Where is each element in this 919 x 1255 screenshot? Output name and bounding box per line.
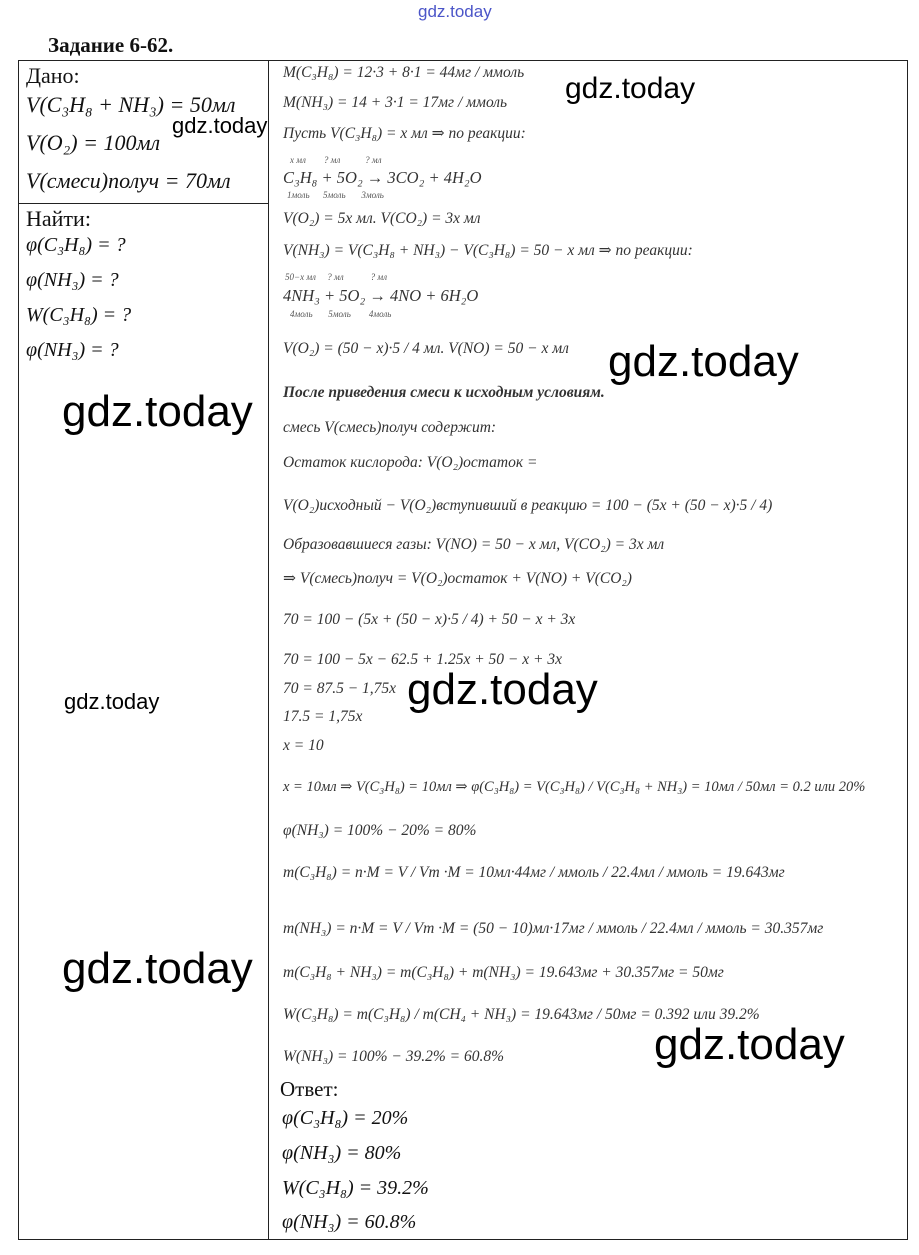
solution-line: смесь V(смесь)получ содержит:: [283, 419, 497, 436]
solution-line: x = 10мл ⇒ V(C₃H₈) = 10мл ⇒ φ(C₃H₈) = V(C₃H₈) / V(C₃H₈ + NH₃) = 10мл / 50мл = 0.2 или 20%: [283, 779, 866, 795]
answer-line: φ(C₃H₈) = 20%: [282, 1107, 409, 1129]
solution-line: V(NH₃) = V(C₃H₈ + NH₃) − V(C₃H₈) = 50 − x мл ⇒ по реакции:: [283, 242, 693, 259]
find-line: φ(C₃H₈) = ?: [26, 234, 126, 256]
given-line: V(смеси)получ = 70мл: [26, 168, 231, 193]
solution-line: Остаток кислорода: V(O₂)остаток =: [283, 454, 538, 471]
given-label: Дано:: [26, 63, 80, 88]
watermark: gdz.today: [172, 113, 268, 138]
solution-line: 70 = 100 − (5x + (50 − x)·5 / 4) + 50 − x + 3x: [283, 611, 576, 628]
solution-line: W(C₃H₈) = m(C₃H₈) / m(CH₄ + NH₃) = 19.643мг / 50мг = 0.392 или 39.2%: [283, 1006, 760, 1023]
find-line: φ(NH₃) = ?: [26, 339, 119, 361]
reaction-annotation: 1моль 5моль 3моль: [287, 190, 384, 200]
table-left-border: [18, 60, 19, 1240]
solution-line: m(C₃H₈) = n·M = V / Vm ·M = 10мл·44мг / ммоль / 22.4мл / ммоль = 19.643мг: [283, 864, 785, 881]
column-divider: [268, 60, 269, 1240]
task-title: Задание 6-62.: [48, 33, 174, 57]
watermark: gdz.today: [654, 1020, 845, 1069]
solution-line: m(C₃H₈ + NH₃) = m(C₃H₈) + m(NH₃) = 19.643мг + 30.357мг = 50мг: [283, 964, 724, 981]
solution-line: После приведения смеси к исходным условиям.: [283, 384, 605, 401]
given-find-divider: [18, 203, 268, 204]
given-line: V(O₂) = 100мл: [26, 130, 161, 155]
watermark: gdz.today: [608, 337, 799, 386]
solution-line: 70 = 87.5 − 1,75x: [283, 680, 397, 697]
find-label: Найти:: [26, 206, 91, 231]
watermark: gdz.today: [407, 665, 598, 714]
solution-line: Образовавшиеся газы: V(NO) = 50 − x мл, V(CO₂) = 3x мл: [283, 536, 665, 553]
solution-line: V(O₂)исходный − V(O₂)вступивший в реакцию = 100 − (5x + (50 − x)·5 / 4): [283, 497, 773, 514]
answer-label: Ответ:: [280, 1077, 339, 1101]
table-top-border: [18, 60, 908, 61]
find-line: W(C₃H₈) = ?: [26, 304, 132, 326]
table-right-border: [907, 60, 908, 1240]
solution-line: 70 = 100 − 5x − 62.5 + 1.25x + 50 − x + 3x: [283, 651, 562, 668]
watermark: gdz.today: [565, 72, 696, 105]
reaction-equation: C₃H₈ + 5O₂ → 3CO₂ + 4H₂O: [283, 168, 482, 187]
given-line: V(C₃H₈ + NH₃) = 50мл: [26, 92, 236, 117]
reaction-annotation: x мл ? мл ? мл: [290, 155, 382, 165]
solution-line: M(C₃H₈) = 12·3 + 8·1 = 44мг / ммоль: [283, 64, 525, 81]
watermark: gdz.today: [62, 387, 253, 436]
answer-line: W(C₃H₈) = 39.2%: [282, 1177, 429, 1199]
find-line: φ(NH₃) = ?: [26, 269, 119, 291]
solution-line: V(O₂) = (50 − x)·5 / 4 мл. V(NO) = 50 − x мл: [283, 340, 569, 357]
watermark-top: gdz.today: [418, 2, 492, 21]
reaction-equation: 4NH₃ + 5O₂ → 4NO + 6H₂O: [283, 286, 479, 305]
answer-line: φ(NH₃) = 60.8%: [282, 1211, 417, 1233]
solution-line: Пусть V(C₃H₈) = x мл ⇒ по реакции:: [283, 125, 526, 142]
solution-line: ⇒ V(смесь)получ = V(O₂)остаток + V(NO) + V(CO₂): [283, 570, 632, 587]
answer-line: φ(NH₃) = 80%: [282, 1142, 402, 1164]
solution-line: m(NH₃) = n·M = V / Vm ·M = (50 − 10)мл·17мг / ммоль / 22.4мл / ммоль = 30.357мг: [283, 920, 824, 937]
solution-line: W(NH₃) = 100% − 39.2% = 60.8%: [283, 1048, 505, 1065]
solution-line: 17.5 = 1,75x: [283, 708, 363, 725]
watermark: gdz.today: [64, 689, 160, 714]
solution-line: φ(NH₃) = 100% − 20% = 80%: [283, 822, 477, 839]
solution-line: x = 10: [283, 737, 324, 754]
solution-line: M(NH₃) = 14 + 3·1 = 17мг / ммоль: [283, 94, 508, 111]
solution-line: V(O₂) = 5x мл. V(CO₂) = 3x мл: [283, 210, 481, 227]
table-bottom-border: [18, 1239, 908, 1240]
reaction-annotation: 4моль 5моль 4моль: [290, 309, 392, 319]
reaction-annotation: 50−x мл ? мл ? мл: [285, 272, 388, 282]
watermark: gdz.today: [62, 944, 253, 993]
